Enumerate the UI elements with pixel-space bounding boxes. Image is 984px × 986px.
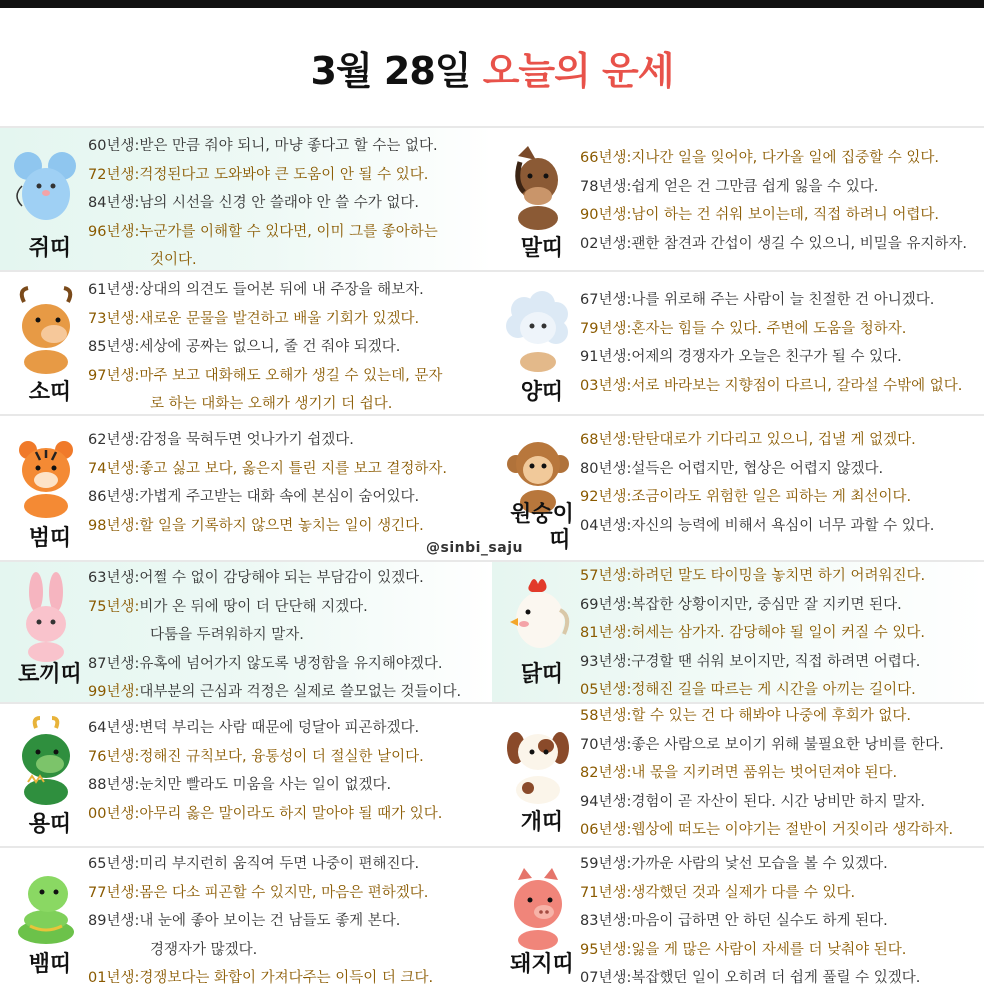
pig-icon bbox=[498, 856, 578, 952]
rooster-icon bbox=[498, 570, 578, 666]
fortune-line: 78년생: 쉽게 얻은 건 그만큼 쉽게 잃을 수 있다. bbox=[580, 178, 879, 195]
fortune-line: 03년생: 서로 바라보는 지향점이 다르니, 갈라설 수밖에 없다. bbox=[580, 377, 963, 394]
fortune-line: 83년생: 마음이 급하면 안 하던 실수도 하게 된다. bbox=[580, 913, 888, 929]
fortune-line: 99년생: 대부분의 근심과 걱정은 실제로 쓸모없는 것들이다. bbox=[88, 684, 462, 700]
fortune-line: 63년생: 어쩔 수 없이 감당해야 되는 부담감이 있겠다. bbox=[88, 570, 424, 586]
sheep-icon bbox=[498, 280, 578, 376]
fortune-line: 93년생: 구경할 땐 쉬워 보이지만, 직접 하려면 어렵다. bbox=[580, 653, 921, 670]
fortune-line: 64년생: 변덕 부리는 사람 때문에 덩달아 피곤하겠다. bbox=[88, 720, 420, 736]
fortune-line: 90년생: 남이 하는 건 쉬워 보이는데, 직접 하려니 어렵다. bbox=[580, 207, 939, 223]
fortune-lines bbox=[580, 426, 980, 540]
fortune-lines bbox=[88, 564, 488, 702]
fortune-line: 71년생: 생각했던 것과 실제가 다를 수 있다. bbox=[580, 884, 856, 901]
sign-card-rooster bbox=[492, 560, 984, 702]
fortune-line: 94년생: 경험이 곧 자산이 된다. 시간 낭비만 하지 말자. bbox=[580, 793, 925, 810]
fortune-line: 80년생: 설득은 어렵지만, 협상은 어렵지 않겠다. bbox=[580, 460, 884, 477]
fortune-line: 04년생: 자신의 능력에 비해서 욕심이 너무 과할 수 있다. bbox=[580, 517, 935, 534]
fortune-line: 95년생: 잃을 게 많은 사람이 자세를 더 낮춰야 된다. bbox=[580, 941, 907, 958]
fortune-line: 89년생: 내 눈에 좋아 보이는 건 남들도 좋게 본다. bbox=[88, 913, 401, 929]
sign-card-horse bbox=[492, 126, 984, 270]
sign-card-monkey bbox=[492, 414, 984, 560]
fortune-line: 98년생: 할 일을 기록하지 않으면 놓치는 일이 생긴다. bbox=[88, 517, 424, 534]
fortune-line: 58년생: 할 수 있는 건 다 해봐야 나중에 후회가 없다. bbox=[580, 708, 911, 724]
fortune-line: 06년생: 웹상에 떠도는 이야기는 절반이 거짓이라 생각하자. bbox=[580, 822, 954, 838]
sign-name: 양띠 bbox=[520, 380, 564, 405]
fortune-line: 62년생: 감정을 묵혀두면 엇나가기 쉽겠다. bbox=[88, 432, 354, 448]
sign-name: 닭띠 bbox=[520, 662, 564, 687]
sign-card-rabbit bbox=[0, 560, 492, 702]
fortune-lines bbox=[580, 850, 980, 986]
dragon-icon bbox=[6, 712, 86, 808]
fortune-line: 82년생: 내 몫을 지키려면 품위는 벗어던져야 된다. bbox=[580, 765, 898, 781]
fortune-line: 74년생: 좋고 싫고 보다, 옳은지 틀린 지를 보고 결정하자. bbox=[88, 460, 447, 477]
fortune-line: 02년생: 괜한 참견과 간섭이 생길 수 있으니, 비밀을 유지하자. bbox=[580, 235, 967, 252]
fortune-line: 01년생: 경쟁보다는 화합이 가져다주는 이득이 더 크다. bbox=[88, 970, 434, 986]
rat-icon bbox=[6, 136, 86, 232]
fortune-line: 97년생: 마주 보고 대화해도 오해가 생길 수 있는데, 문자 bbox=[88, 367, 443, 384]
fortune-line: 00년생: 아무리 옳은 말이라도 하지 말아야 될 때가 있다. bbox=[88, 805, 443, 822]
fortune-line: 68년생: 탄탄대로가 기다리고 있으니, 겁낼 게 없겠다. bbox=[580, 432, 916, 448]
sign-card-rat bbox=[0, 126, 492, 270]
sign-name: 원숭이 bbox=[510, 502, 574, 527]
fortune-line: 07년생: 복잡했던 일이 오히려 더 쉽게 풀릴 수 있겠다. bbox=[580, 970, 921, 986]
fortune-lines bbox=[88, 132, 488, 270]
sign-card-snake bbox=[0, 846, 492, 986]
fortune-line-continuation: 것이다. bbox=[150, 252, 197, 268]
sign-name: 쥐띠 bbox=[28, 236, 72, 261]
rabbit-icon bbox=[6, 570, 86, 666]
sign-name: 소띠 bbox=[28, 380, 72, 405]
sign-name: 뱀띠 bbox=[28, 952, 72, 977]
fortune-lines bbox=[580, 286, 980, 400]
fortune-line: 92년생: 조금이라도 위험한 일은 피하는 게 최선이다. bbox=[580, 489, 912, 505]
sign-name: 토끼띠 bbox=[18, 662, 82, 687]
watermark-handle: @sinbi_saju bbox=[426, 540, 523, 556]
fortune-line: 88년생: 눈치만 빨라도 미움을 사는 일이 없겠다. bbox=[88, 777, 392, 793]
fortune-lines bbox=[88, 426, 488, 540]
fortune-line: 75년생: 비가 온 뒤에 땅이 더 단단해 지겠다. bbox=[88, 598, 368, 615]
top-bar bbox=[0, 0, 984, 8]
fortune-line-continuation: 로 하는 대화는 오해가 생기기 더 쉽다. bbox=[150, 396, 393, 412]
fortune-line: 67년생: 나를 위로해 주는 사람이 늘 친절한 건 아니겠다. bbox=[580, 292, 935, 308]
sign-name: 범띠 bbox=[28, 526, 72, 551]
fortune-line: 84년생: 남의 시선을 신경 안 쓸래야 안 쓸 수가 없다. bbox=[88, 195, 419, 211]
fortune-line: 70년생: 좋은 사람으로 보이기 위해 불필요한 낭비를 한다. bbox=[580, 736, 944, 753]
fortune-line: 65년생: 미리 부지런히 움직여 두면 나중이 편해진다. bbox=[88, 856, 420, 872]
sign-card-dog bbox=[492, 702, 984, 846]
title-date: 3월 28일 bbox=[310, 49, 471, 93]
fortune-line: 72년생: 걱정된다고 도와봐야 큰 도움이 안 될 수 있다. bbox=[88, 166, 429, 183]
tiger-icon bbox=[6, 424, 86, 520]
fortune-lines bbox=[580, 144, 980, 258]
title-highlight: 오늘의 운세 bbox=[482, 49, 674, 93]
fortune-line: 77년생: 몸은 다소 피곤할 수 있지만, 마음은 편하겠다. bbox=[88, 884, 429, 901]
fortune-line: 91년생: 어제의 경쟁자가 오늘은 친구가 될 수 있다. bbox=[580, 349, 902, 365]
fortune-line: 86년생: 가볍게 주고받는 대화 속에 본심이 숨어있다. bbox=[88, 489, 420, 505]
sign-name: 돼지띠 bbox=[510, 952, 574, 977]
fortune-line: 87년생: 유혹에 넘어가지 않도록 냉정함을 유지해야겠다. bbox=[88, 655, 443, 672]
fortune-lines bbox=[88, 276, 488, 414]
fortune-line: 96년생: 누군가를 이해할 수 있다면, 이미 그를 좋아하는 bbox=[88, 223, 438, 240]
page-title bbox=[0, 40, 984, 95]
sign-card-sheep bbox=[492, 270, 984, 414]
snake-icon bbox=[6, 856, 86, 952]
fortune-lines bbox=[88, 714, 488, 828]
fortune-line: 76년생: 정해진 규칙보다, 융통성이 더 절실한 날이다. bbox=[88, 748, 424, 765]
fortune-line: 59년생: 가까운 사람의 낯선 모습을 볼 수 있겠다. bbox=[580, 856, 888, 872]
fortune-line: 69년생: 복잡한 상황이지만, 중심만 잘 지키면 된다. bbox=[580, 596, 902, 613]
fortune-line-continuation: 경쟁자가 많겠다. bbox=[150, 941, 258, 958]
sign-card-pig bbox=[492, 846, 984, 986]
fortune-line: 85년생: 세상에 공짜는 없으니, 줄 건 줘야 되겠다. bbox=[88, 339, 401, 355]
sign-card-tiger bbox=[0, 414, 492, 560]
fortune-line-continuation: 다툼을 두려워하지 말자. bbox=[150, 627, 304, 643]
fortune-lines bbox=[580, 702, 980, 845]
sign-name-suffix: 띠 bbox=[549, 528, 571, 553]
fortune-line: 66년생: 지나간 일을 잊어야, 다가올 일에 집중할 수 있다. bbox=[580, 150, 939, 166]
sign-name: 말띠 bbox=[520, 236, 564, 261]
horse-icon bbox=[498, 136, 578, 232]
fortune-lines bbox=[88, 850, 488, 986]
fortune-line: 05년생: 정해진 길을 따르는 게 시간을 아끼는 길이다. bbox=[580, 682, 916, 698]
fortune-grid bbox=[0, 126, 984, 986]
fortune-line: 60년생: 받은 만큼 줘야 되니, 마냥 좋다고 할 수는 없다. bbox=[88, 138, 438, 154]
sign-card-dragon bbox=[0, 702, 492, 846]
fortune-line: 79년생: 혼자는 힘들 수 있다. 주변에 도움을 청하자. bbox=[580, 320, 907, 337]
sign-card-ox bbox=[0, 270, 492, 414]
sign-name: 용띠 bbox=[28, 812, 72, 837]
ox-icon bbox=[6, 280, 86, 376]
fortune-line: 73년생: 새로운 문물을 발견하고 배울 기회가 있겠다. bbox=[88, 310, 420, 327]
dog-icon bbox=[498, 712, 578, 808]
fortune-line: 81년생: 허세는 삼가자. 감당해야 될 일이 커질 수 있다. bbox=[580, 625, 925, 641]
fortune-line: 61년생: 상대의 의견도 들어본 뒤에 내 주장을 해보자. bbox=[88, 282, 424, 298]
sign-name: 개띠 bbox=[520, 810, 564, 835]
fortune-lines bbox=[580, 562, 980, 702]
fortune-line: 57년생: 하려던 말도 타이밍을 놓치면 하기 어려워진다. bbox=[580, 568, 926, 584]
